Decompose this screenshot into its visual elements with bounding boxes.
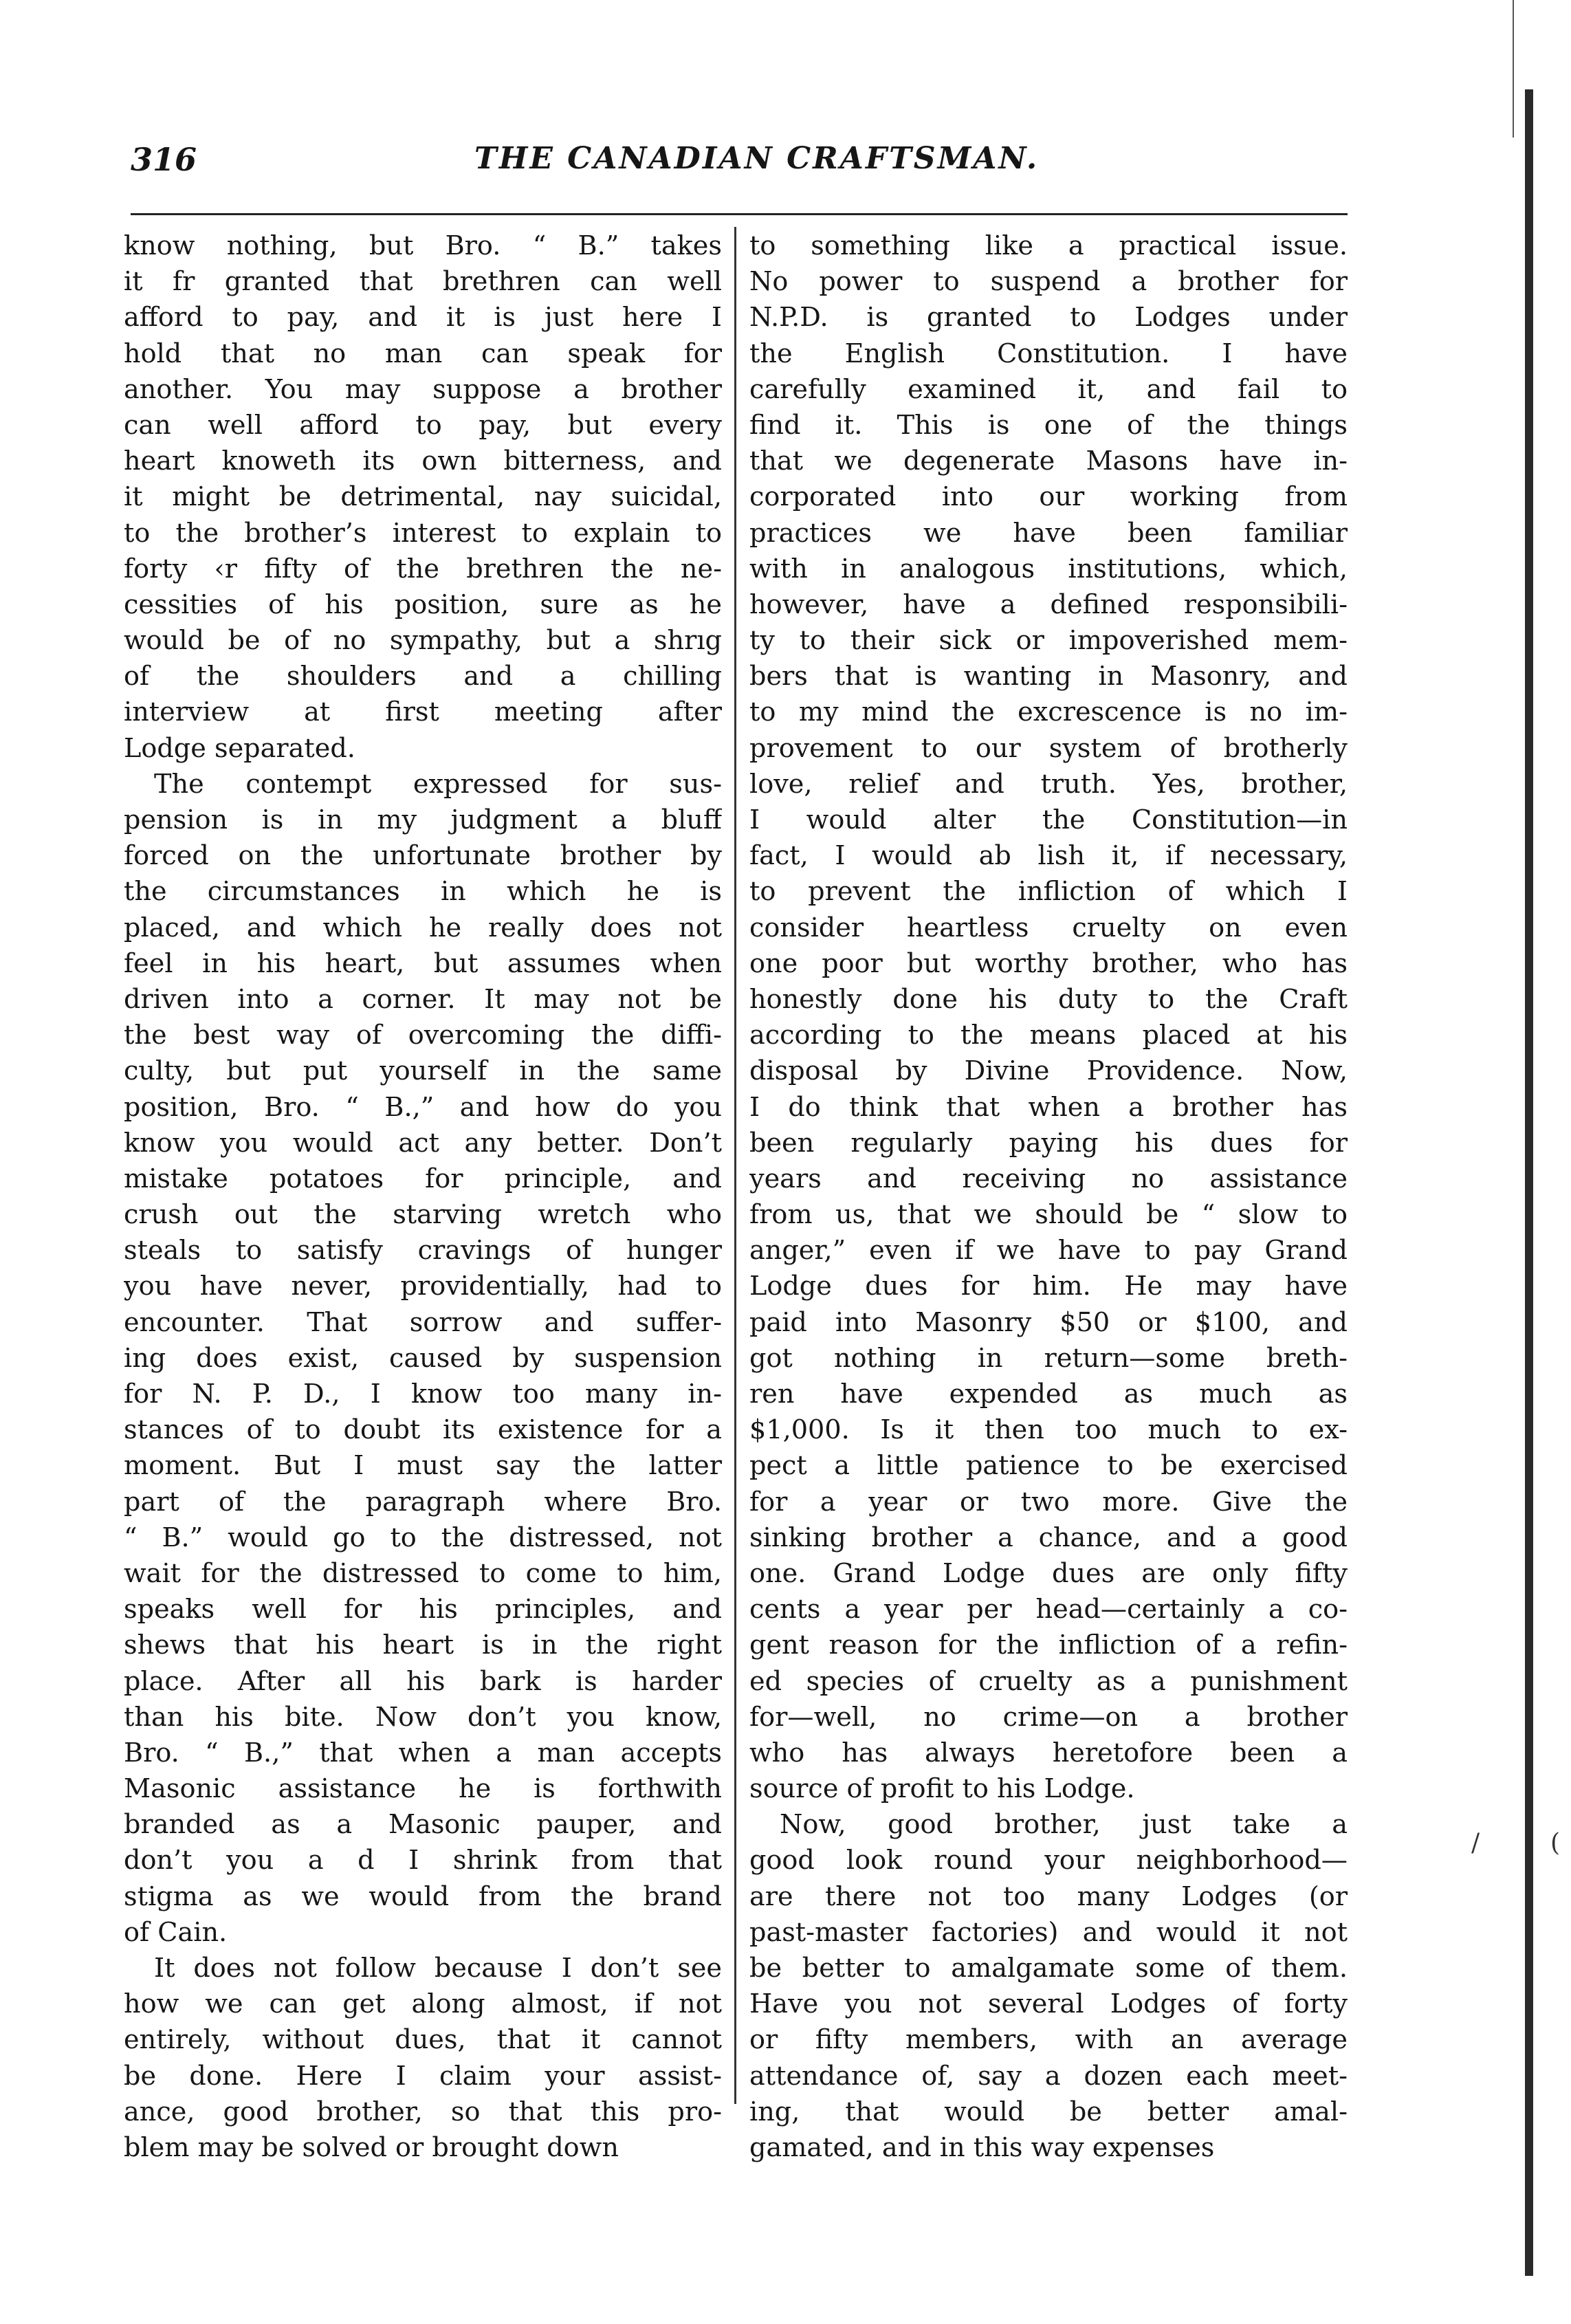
text-line: fact, I would ab li⁠sh it, if necessary, [749,841,1348,872]
text-line: ty to their sick or impoverished mem- [749,626,1348,657]
text-line: crush out the starving wretch who [124,1200,722,1231]
text-line: carefully examined it, and fail to [749,374,1348,405]
text-line: the circumstances in which he is [124,877,722,908]
text-line: pension is in my judgment a bluff [124,805,722,835]
margin-mark: ( [1550,1829,1561,1857]
text-line: to the brother’s interest to explain to [124,518,722,549]
text-line: or fifty members, with an average [749,2025,1348,2056]
text-line: feel in his heart, but assumes when [124,948,722,979]
text-line: Lodge dues for him. He may have [749,1271,1348,1302]
text-line: don’t you a d I shrink from that [124,1845,722,1876]
text-line: Now, good brother, just take a [780,1810,1348,1841]
text-line: practices we have been familiar [749,518,1348,549]
text-line: provement to our system of brotherly [749,733,1348,764]
right-column [749,228,1348,2166]
text-line: from us, that we should be “ slow to [749,1200,1348,1231]
text-line: moment. But I must say the latter [124,1451,722,1482]
text-line: $1,000. Is it then too much to ex- [749,1415,1348,1446]
text-line: with in analogous institutions, which, [749,553,1348,584]
page-number: 316 [131,141,197,178]
text-line: ing, that would be better amal- [749,2096,1348,2127]
text-line: pect a little patience to be exercised [749,1451,1348,1482]
text-line: corporated into our working from [749,482,1348,513]
text-line: afford to pay, and it is just here I [124,303,722,333]
text-line: gent reason for the infliction of a refin- [749,1630,1348,1661]
text-line: ing does exist, caused by suspension [124,1343,722,1374]
scan-edge-hairline [1513,0,1514,138]
text-line: for a year or two more. Give the [749,1487,1348,1517]
text-line: the English Constitution. I have [749,338,1348,369]
text-line: know you would act any better. Don’t [124,1128,722,1159]
text-line: cents a year per head—certainly a co- [749,1594,1348,1625]
text-line: however, have a defined responsibili- [749,589,1348,620]
text-line: hold that no man can speak for [124,338,722,369]
text-line: driven into a corner. It may not be [124,984,722,1015]
text-line: No power to suspend a brother for [749,267,1348,298]
text-line: ren have expended as much as [749,1379,1348,1410]
text-line: disposal by Divine Providence. Now, [749,1056,1348,1087]
text-line: branded as a Masonic pauper, and [124,1810,722,1841]
text-line: love, relief and truth. Yes, brother, [749,769,1348,800]
text-line: gamated, and in this way expenses [749,2132,1215,2163]
text-line: Lodge separated. [124,733,355,764]
left-column [124,228,722,2166]
text-line: would be of no sympathy, but a shrıg [124,626,722,657]
text-line: I do think that when a brother has [749,1092,1348,1123]
text-line: placed, and which he really does not [124,912,722,943]
text-line: years and receiving no assistance [749,1163,1348,1194]
text-line: speaks well for his principles, and [124,1594,722,1625]
text-line: good look round your neighborhood— [749,1845,1348,1876]
text-line: blem may be solved or brought down [124,2132,619,2163]
text-line: got nothing in return—some breth- [749,1343,1348,1374]
text-line: cessities of his position, sure as he [124,589,722,620]
text-line: one poor but worthy brother, who has [749,948,1348,979]
text-line: than his bite. Now don’t you know, [124,1702,722,1733]
text-line: to prevent the infliction of which I [749,877,1348,908]
text-line: ed species of cruelty as a punishment [749,1666,1348,1697]
text-line: wait for the distressed to come to him, [124,1558,722,1589]
text-line: shews that his heart is in the right [124,1630,722,1661]
text-line: forced on the unfortunate brother by [124,841,722,872]
text-line: find it. This is one of the things [749,410,1348,441]
text-line: it f⁠r granted that brethren can well [124,267,722,298]
text-line: bers that is wanting in Masonry, and [749,661,1348,692]
text-line: “ B.” would go to the distressed, not [124,1522,722,1553]
text-line: another. You may suppose a brother [124,374,722,405]
journal-title: THE CANADIAN CRAFTSMAN. [474,141,1040,176]
text-line: steals to satisfy cravings of hunger [124,1236,722,1267]
text-line: part of the paragraph where Bro. [124,1487,722,1517]
column-divider [734,227,736,2104]
text-line: ance, good brother, so that this pro- [124,2096,722,2127]
text-line: attendance of, say a dozen each meet- [749,2061,1348,2092]
text-line: mistake potatoes for principle, and [124,1163,722,1194]
text-line: the best way of overcoming the diffi- [124,1020,722,1051]
scan-edge-shadow [1525,89,1533,2276]
text-line: Bro. “ B.,” that when a man accepts [124,1737,722,1768]
text-line: be better to amalgamate some of them. [749,1953,1348,1984]
text-line: to my mind the excrescence is no im- [749,697,1348,728]
text-line: according to the means placed at his [749,1020,1348,1051]
text-line: N.P.D. is granted to Lodges under [749,303,1348,333]
text-line: forty ‹r fifty of the brethren the ne- [124,553,722,584]
text-line: how we can get along almost, if not [124,1989,722,2020]
text-line: The contempt expressed for sus- [154,769,722,800]
text-line: consider heartless cruelty on even [749,912,1348,943]
text-line: sinking brother a chance, and a good [749,1522,1348,1553]
header-rule [131,213,1348,215]
text-line: who has always heretofore been a [749,1737,1348,1768]
text-line: that we degenerate Masons have in- [749,446,1348,477]
text-line: it might be detrimental, nay suicidal, [124,482,722,513]
text-line: to something like a practical issue. [749,231,1348,261]
text-line: culty, but put yourself in the same [124,1056,722,1087]
text-line: one. Grand Lodge dues are only fifty [749,1558,1348,1589]
margin-mark: / [1471,1829,1480,1857]
text-line: stigma as we would from the brand [124,1881,722,1912]
text-line: source of profit to his Lodge. [749,1774,1135,1805]
text-line: stances of to doubt its existence for a [124,1415,722,1446]
text-line: It does not follow because I don’t see [154,1953,722,1984]
text-line: Have you not several Lodges of forty [749,1989,1348,2020]
text-line: for—well, no crime—on a brother [749,1702,1348,1733]
text-line: anger,” even if we have to pay Grand [749,1236,1348,1267]
text-line: place. After all his bark is harder [124,1666,722,1697]
text-line: of the shoulders and a chilling [124,661,722,692]
running-head [131,141,1348,196]
text-line: know nothing, but Bro. “ B.” takes [124,231,722,261]
text-line: interview at first meeting after [124,697,722,728]
text-line: I would alter the Constitution—in [749,805,1348,835]
text-line: paid into Masonry $50 or $100, and [749,1307,1348,1338]
text-line: be done. Here I claim your assist- [124,2061,722,2092]
text-line: been regularly paying his dues for [749,1128,1348,1159]
text-line: position, Bro. “ B.,” and how do you [124,1092,722,1123]
text-line: are there not too many Lodges (or [749,1881,1348,1912]
text-line: can well afford to pay, but every [124,410,722,441]
text-line: of Cain. [124,1917,228,1948]
text-line: you have never, providentially, had to [124,1271,722,1302]
text-line: past-master factories) and would it not [749,1917,1348,1948]
text-line: Masonic assistance he is forthwith [124,1774,722,1805]
text-line: for N. P. D., I know too many in- [124,1379,722,1410]
text-line: heart knoweth its own bitterness, and [124,446,722,477]
text-line: honestly done his duty to the Craft [749,984,1348,1015]
text-line: entirely, without dues, that it cannot [124,2025,722,2056]
text-line: encounter. That sorrow and suffer- [124,1307,722,1338]
